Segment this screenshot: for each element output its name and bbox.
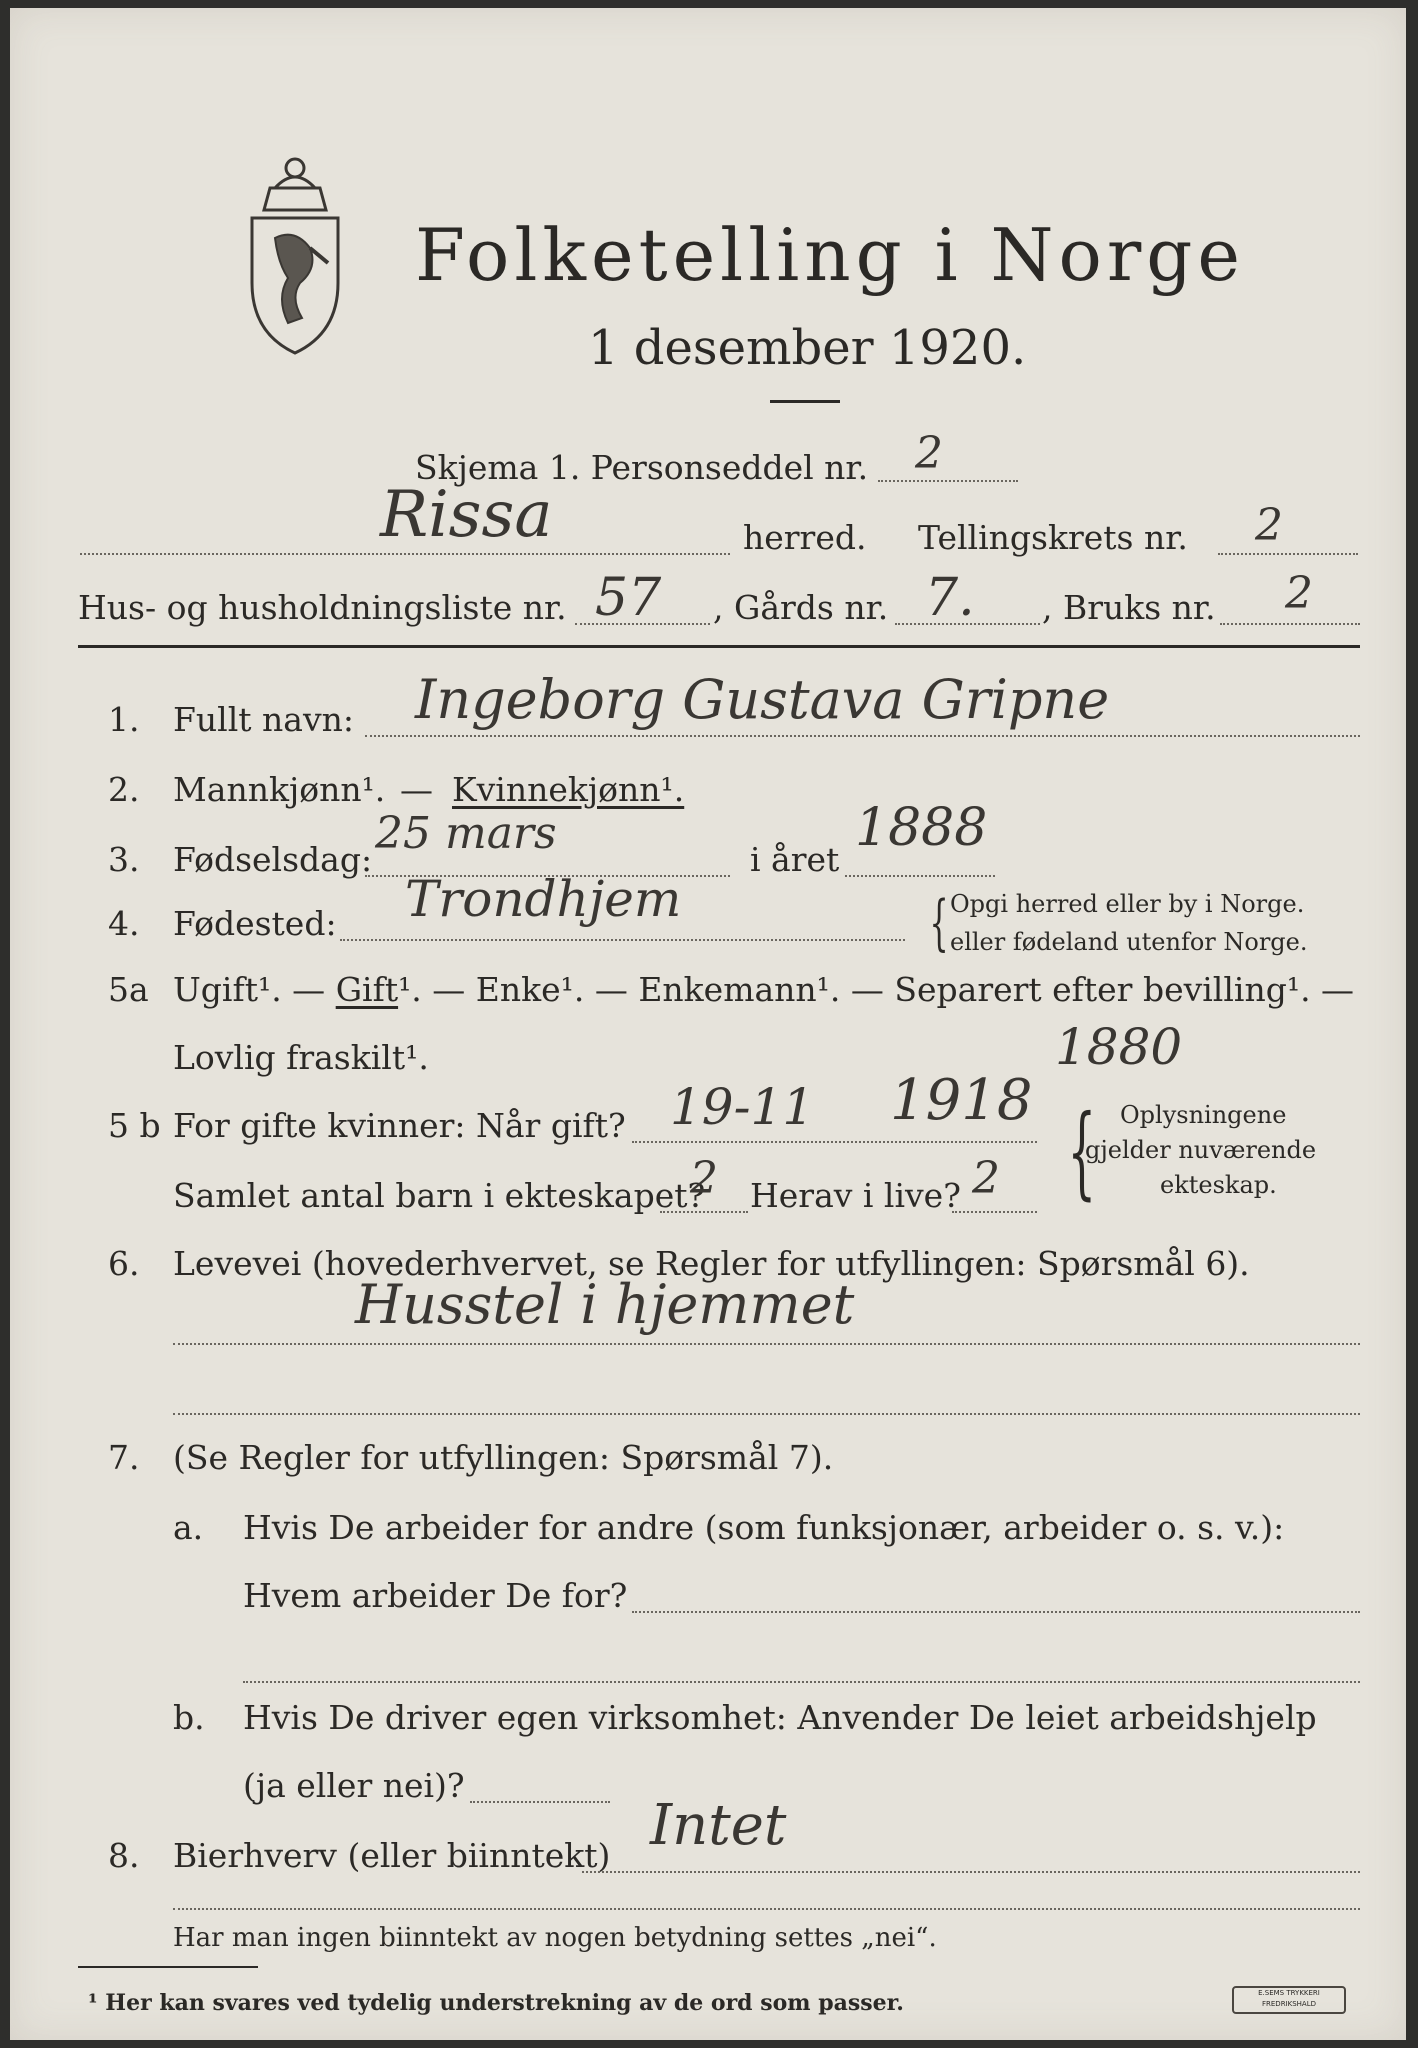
q7-number: 7.: [108, 1438, 140, 1477]
marriage-year: 1918: [890, 1068, 1033, 1133]
q5b-number: 5 b: [108, 1106, 161, 1145]
q2-number: 2.: [108, 770, 140, 809]
q5a-line2: Lovlig fraskilt¹.: [173, 1038, 429, 1077]
birth-year: 1888: [855, 798, 988, 858]
q7a-line-2: [243, 1681, 1360, 1683]
side-income: Intet: [650, 1793, 787, 1858]
q3-year-line: [845, 875, 995, 877]
q7b-letter: b.: [173, 1698, 205, 1737]
q1-line: [365, 735, 1360, 737]
q2-male: Mannkjønn¹.: [173, 770, 386, 809]
q4-number: 4.: [108, 904, 140, 943]
q6-line-2: [173, 1413, 1360, 1415]
children-alive: 2: [972, 1153, 1000, 1204]
q4-label: Fødested:: [173, 904, 337, 943]
q7b-question: (ja eller nei)?: [243, 1766, 465, 1805]
q5b-year-correction: 1880: [1055, 1018, 1183, 1076]
birth-date: 25 mars: [375, 808, 557, 859]
children-count: 2: [690, 1153, 718, 1204]
footnote-divider: [78, 1966, 258, 1968]
q4-line: [340, 939, 905, 941]
personseddel-line: [878, 480, 1018, 482]
q8-line: [582, 1871, 1360, 1873]
municipality-line: [80, 553, 730, 555]
q5b-note-2: gjelder nuværende: [1085, 1136, 1317, 1164]
q5a-text: Ugift¹. — Gift¹. — Enke¹. — Enkemann¹. — Separert efter bevilling¹. —: [173, 970, 1355, 1009]
bruks-nr: 2: [1285, 568, 1313, 619]
q4-note-1: Opgi herred eller by i Norge.: [950, 890, 1305, 918]
form-title: Folketelling i Norge: [415, 213, 1245, 297]
q8-line-2: [173, 1908, 1360, 1910]
occupation: Husstel i hjemmet: [355, 1273, 855, 1336]
tellingskrets-nr: 2: [1255, 500, 1283, 551]
q3-number: 3.: [108, 840, 140, 879]
q2-female: Kvinnekjønn¹.: [452, 770, 685, 809]
gards-nr: 7.: [925, 568, 975, 628]
tellingskrets-line: [1218, 553, 1358, 555]
marriage-date: 19-11: [670, 1078, 815, 1136]
nei-note: Har man ingen biinntekt av nogen betydning settes „nei“.: [173, 1923, 937, 1953]
form-date: 1 desember 1920.: [588, 320, 1027, 376]
hus-label: Hus- og husholdningsliste nr.: [78, 588, 567, 627]
q6-label: Levevei (hovederhvervet, se Regler for utfyllingen: Spørsmål 6).: [173, 1244, 1250, 1283]
printer-stamp: E.SEMS TRYKKERI FREDRIKSHALD: [1232, 1986, 1346, 2014]
header-divider: [78, 645, 1360, 648]
q5b-alive-label: Herav i live?: [750, 1176, 961, 1215]
q4-brace: {: [929, 888, 949, 958]
q5b-children-line: [660, 1211, 748, 1213]
personseddel-nr: 2: [915, 428, 943, 479]
title-divider: [770, 400, 840, 403]
q6-number: 6.: [108, 1244, 140, 1283]
q5b-children-label: Samlet antal barn i ekteskapet?: [173, 1176, 706, 1215]
q7a-letter: a.: [173, 1508, 204, 1547]
q5a-number: 5a: [108, 970, 149, 1009]
bruks-label: , Bruks nr.: [1042, 588, 1216, 627]
q5b-note-3: ekteskap.: [1160, 1171, 1277, 1199]
q2-separator: —: [400, 770, 433, 809]
q7-label: (Se Regler for utfyllingen: Spørsmål 7).: [173, 1438, 834, 1477]
footnote: ¹ Her kan svares ved tydelig understrekning av de ord som passer.: [88, 1990, 904, 2016]
q8-label: Bierhverv (eller biinntekt): [173, 1836, 611, 1875]
q8-number: 8.: [108, 1836, 140, 1875]
q5b-brace: {: [1067, 1093, 1097, 1210]
skjema-label: Skjema 1. Personseddel nr.: [415, 448, 869, 487]
bruks-line: [1220, 623, 1360, 625]
full-name: Ingeborg Gustava Gripne: [415, 668, 1110, 731]
q6-line-1: [173, 1343, 1360, 1345]
q5b-note-1: Oplysningene: [1120, 1101, 1287, 1129]
q5b-line: [632, 1141, 1037, 1143]
coat-of-arms-icon: [240, 148, 350, 358]
tellingskrets-label: Tellingskrets nr.: [918, 518, 1188, 557]
q5b-label: For gifte kvinner: Når gift?: [173, 1106, 626, 1145]
q1-number: 1.: [108, 700, 140, 739]
q7a-text: Hvis De arbeider for andre (som funksjonær, arbeider o. s. v.):: [243, 1508, 1285, 1547]
q5a-gift: Gift: [335, 970, 399, 1009]
municipality-name: Rissa: [380, 478, 553, 552]
q3-year-label: i året: [750, 840, 840, 879]
q3-label: Fødselsdag:: [173, 840, 373, 879]
q1-label: Fullt navn:: [173, 700, 354, 739]
birthplace: Trondhjem: [405, 870, 682, 928]
q4-note-2: eller fødeland utenfor Norge.: [950, 928, 1308, 956]
q7b-text: Hvis De driver egen virksomhet: Anvender De leiet arbeidshjelp: [243, 1698, 1317, 1737]
gards-label: , Gårds nr.: [713, 588, 889, 627]
herred-label: herred.: [743, 518, 867, 557]
q7a-question: Hvem arbeider De for?: [243, 1576, 628, 1615]
hus-nr: 57: [595, 568, 662, 628]
q7b-line: [470, 1801, 610, 1803]
q7a-line-1: [632, 1611, 1360, 1613]
census-form: [10, 8, 1406, 2040]
q5b-alive-line: [952, 1211, 1037, 1213]
